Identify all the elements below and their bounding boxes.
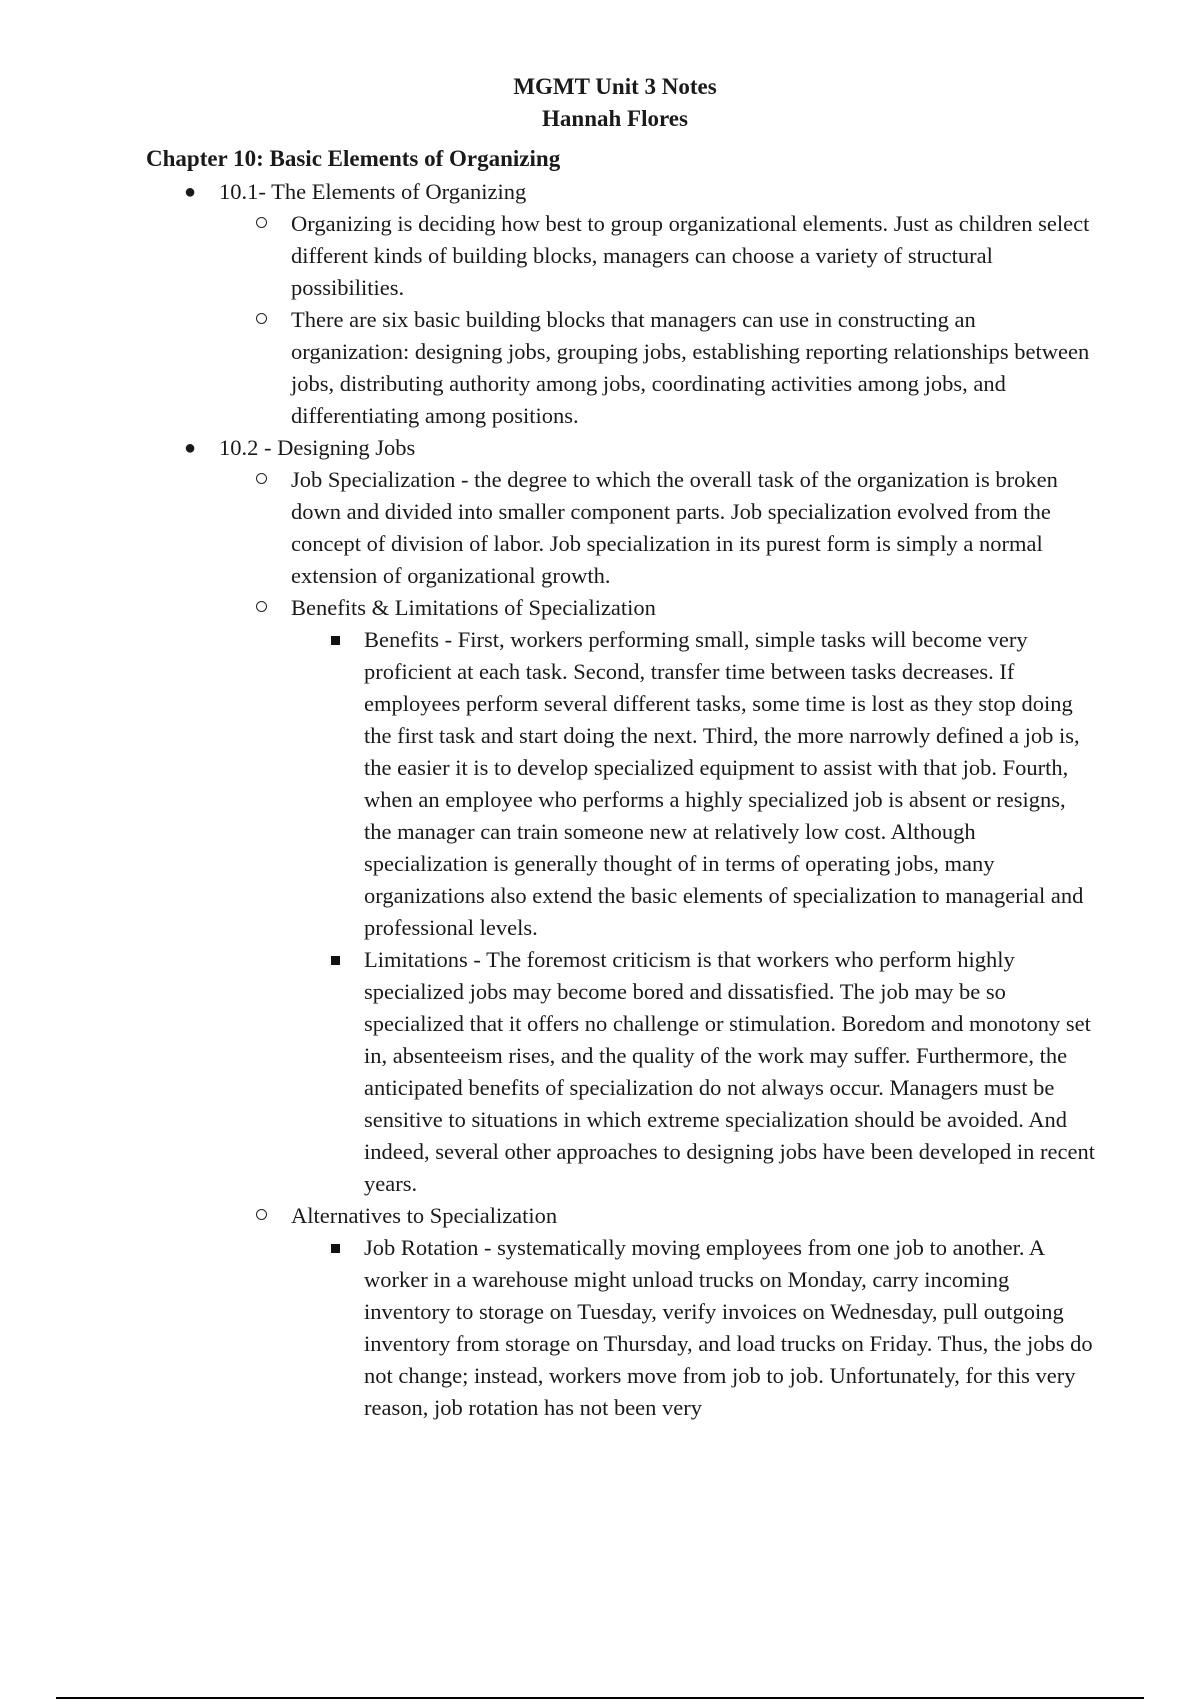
outline-subitem — [0, 208, 1094, 304]
outline-detail — [0, 1232, 1097, 1424]
bullet-circle-icon — [256, 217, 267, 228]
outline-item-text: 10.1- The Elements of Organizing — [219, 179, 527, 204]
bullet-circle-icon — [256, 601, 267, 612]
bullet-square-icon — [331, 636, 340, 645]
bullet-square-icon — [331, 1244, 340, 1253]
outline-subitem-text: Alternatives to Specialization — [291, 1203, 558, 1228]
page-bottom-rule — [56, 1697, 1144, 1699]
outline-item — [0, 432, 1099, 464]
outline-subitem-text: There are six basic building blocks that managers can use in constructing an organization: designing jobs, grouping jobs, establishing reporting relationships between jobs, distributing authority among jobs, coordinating activities among jobs, and differentiating among positions. — [291, 307, 1090, 428]
notes-outline — [0, 176, 1200, 1424]
outline-detail-text: Limitations - The foremost criticism is that workers who perform highly specialized jobs may become bored and dissatisfied. The job may be so specialized that it offers no challenge or stimulation. Boredom and monotony set in, absenteeism rises, and the quality of the work may suffer. Furthermore, the anticipated benefits of specialization do not always occur. Managers must be sensitive to situations in which extreme specialization should be avoided. And indeed, several other approaches to designing jobs have been developed in recent years. — [364, 947, 1095, 1196]
outline-item — [0, 176, 1099, 208]
outline-subitem-text: Job Specialization - the degree to which the overall task of the organization is broken down and divided into smaller component parts. Job specialization evolved from the concept of division of labor. Job specialization in its purest form is simply a normal extension of organizational growth. — [291, 467, 1058, 588]
bullet-disc-icon: ● — [184, 437, 197, 459]
outline-detail-text: Benefits - First, workers performing small, simple tasks will become very proficient at each task. Second, transfer time between tasks decreases. If employees perform several different tasks, some time is lost as they stop doing the first task and start doing the next. Third, the more narrowly defined a job is, the easier it is to develop specialized equipment to assist with that job. Fourth, when an employee who performs a highly specialized job is absent or resigns, the manager can train someone new at relatively low cost. Although specialization is generally thought of in terms of operating jobs, many organizations also extend the basic elements of specialization to managerial and professional levels. — [364, 627, 1084, 940]
bullet-circle-icon — [256, 1209, 267, 1220]
outline-detail — [0, 624, 1097, 944]
outline-detail-text: Job Rotation - systematically moving employees from one job to another. A worker in a warehouse might unload trucks on Monday, carry incoming inventory to storage on Tuesday, verify invoices on Wednesday, pull outgoing inventory from storage on Thursday, and load trucks on Friday. Thus, the jobs do not change; instead, workers move from job to job. Unfortunately, for this very reason, job rotation has not been very — [364, 1235, 1093, 1420]
document-author: Hannah Flores — [542, 106, 688, 131]
bullet-disc-icon: ● — [184, 181, 197, 203]
outline-item-text: 10.2 - Designing Jobs — [219, 435, 416, 460]
outline-subitem — [0, 1200, 1094, 1232]
chapter-heading: Chapter 10: Basic Elements of Organizing — [146, 146, 561, 171]
bullet-circle-icon — [256, 313, 267, 324]
outline-subitem — [0, 464, 1094, 592]
outline-detail — [0, 944, 1097, 1200]
outline-subitem — [0, 592, 1094, 624]
bullet-square-icon — [331, 956, 340, 965]
outline-subitem-text: Organizing is deciding how best to group organizational elements. Just as children select different kinds of building blocks, managers can choose a variety of structural possibilities. — [291, 211, 1090, 300]
document-title: MGMT Unit 3 Notes — [513, 74, 717, 99]
bullet-circle-icon — [256, 473, 267, 484]
outline-subitem-text: Benefits & Limitations of Specialization — [291, 595, 656, 620]
outline-subitem — [0, 304, 1094, 432]
